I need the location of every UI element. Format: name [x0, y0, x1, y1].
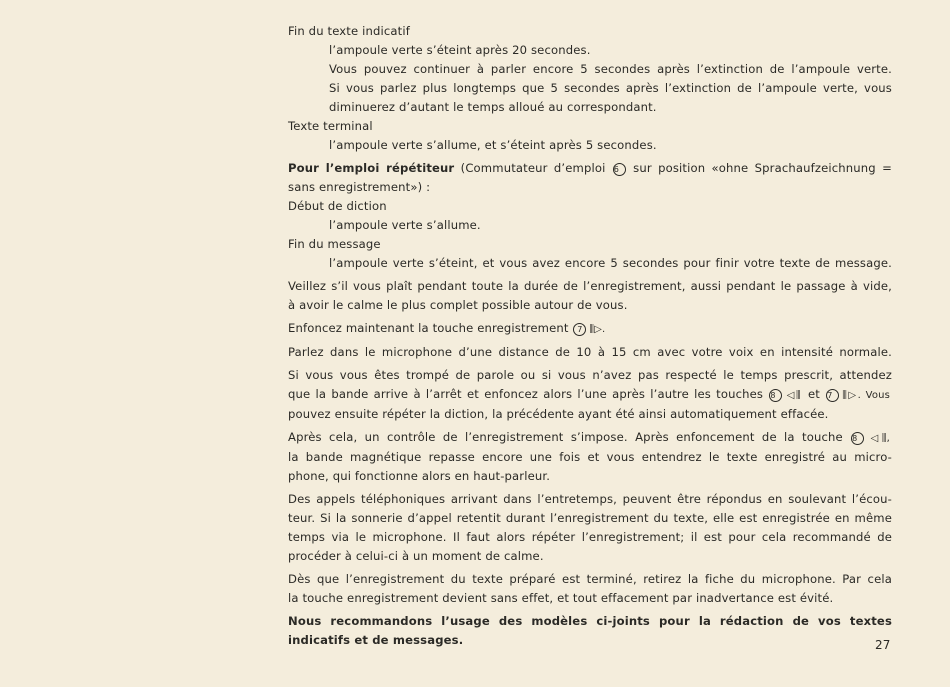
text-line: diminuerez d’autant le temps alloué au correspondant.: [329, 100, 657, 114]
text-line: teur. Si la sonnerie d’appel retentit durant l’enregistrement du texte, elle est enregistrée en même: [288, 511, 892, 525]
bold-heading-repetiteur: Pour l’emploi répétiteur: [288, 161, 455, 175]
text-line: la bande magnétique repasse encore une fois et vous entendrez le texte enregistré au micro-: [288, 450, 892, 464]
text-fragment: sur position «ohne Sprachaufzeichnung =: [633, 161, 892, 175]
text-column: [288, 22, 892, 650]
rewind-key-icon: ◁⫼,: [867, 433, 890, 444]
record-key-icon: ⫼▷.: [589, 324, 606, 335]
text-line: [288, 319, 892, 339]
heading-debut-diction: Début de diction: [288, 199, 387, 213]
text-fragment: et: [807, 387, 820, 401]
text-line: à avoir le calme le plus complet possible autour de vous.: [288, 298, 628, 312]
text-line: phone, qui fonctionne alors en haut-parleur.: [288, 469, 551, 483]
text-fragment: Après cela, un contrôle de l’enregistrement s’impose. Après enfoncement de la touche: [288, 430, 843, 444]
circled-number-symbol: 6: [613, 163, 626, 176]
circled-number-symbol: 7: [826, 389, 839, 402]
text-line: l’ampoule verte s’éteint après 20 secondes.: [329, 43, 591, 57]
circled-number-symbol: 7: [573, 323, 586, 336]
text-line: temps via le microphone. Il faut alors répéter l’enregistrement; il est pour cela recommandé de: [288, 530, 892, 544]
recommendation-text: Nous recommandons l’usage des modèles ci-joints pour la rédaction de vos textes: [288, 614, 892, 628]
page-number: 27: [875, 638, 891, 652]
text-line: Veillez s’il vous plaît pendant toute la durée de l’enregistrement, aussi pendant le passage à vide,: [288, 279, 892, 293]
text-line: sans enregistrement») :: [288, 180, 431, 194]
text-fragment: Enfoncez maintenant la touche enregistrement: [288, 321, 569, 335]
text-line: l’ampoule verte s’allume, et s’éteint après 5 secondes.: [329, 138, 657, 152]
text-fragment: (Commutateur d’emploi: [460, 161, 606, 175]
text-line: Des appels téléphoniques arrivant dans l’entretemps, peuvent être répondus en soulevant l’écou-: [288, 492, 892, 506]
text-line: Si vous vous êtes trompé de parole ou si vous n’avez pas respecté le temps prescrit, attendez: [288, 368, 892, 382]
text-line: la touche enregistrement devient sans effet, et tout effacement par inadvertance est évité.: [288, 591, 834, 605]
text-line: Dès que l’enregistrement du texte préparé est terminé, retirez la fiche du microphone. Par cela: [288, 572, 892, 586]
text-line: Si vous parlez plus longtemps que 5 secondes après l’extinction de l’ampoule verte, vous: [329, 81, 892, 95]
rewind-key-icon: ◁⫼: [785, 390, 801, 401]
text-line: Parlez dans le microphone d’une distance de 10 à 15 cm avec votre voix en intensité normale.: [288, 345, 892, 359]
text-line: Vous pouvez continuer à parler encore 5 secondes après l’extinction de l’ampoule verte.: [329, 62, 892, 76]
text-fragment: que la bande arrive à l’arrêt et enfoncez alors l’une après l’autre les touches: [288, 387, 764, 401]
text-line: l’ampoule verte s’allume.: [329, 218, 481, 232]
circled-number-symbol: 8: [769, 389, 782, 402]
text-line: [288, 385, 892, 405]
heading-fin-texte-indicatif: Fin du texte indicatif: [288, 24, 410, 38]
text-line: l’ampoule verte s’éteint, et vous avez encore 5 secondes pour finir votre texte de message.: [329, 256, 892, 270]
text-line: procéder à celui-ci à un moment de calme.: [288, 549, 544, 563]
recommendation-text: indicatifs et de messages.: [288, 633, 464, 647]
heading-texte-terminal: Texte terminal: [288, 119, 373, 133]
record-key-icon: ⫼▷. Vous: [842, 390, 890, 401]
heading-fin-message: Fin du message: [288, 237, 381, 251]
text-line: pouvez ensuite répéter la diction, la précédente ayant été ainsi automatiquement effacée.: [288, 407, 829, 421]
circled-number-symbol: 8: [851, 432, 864, 445]
text-line: [288, 428, 892, 448]
text-line: [288, 159, 892, 178]
